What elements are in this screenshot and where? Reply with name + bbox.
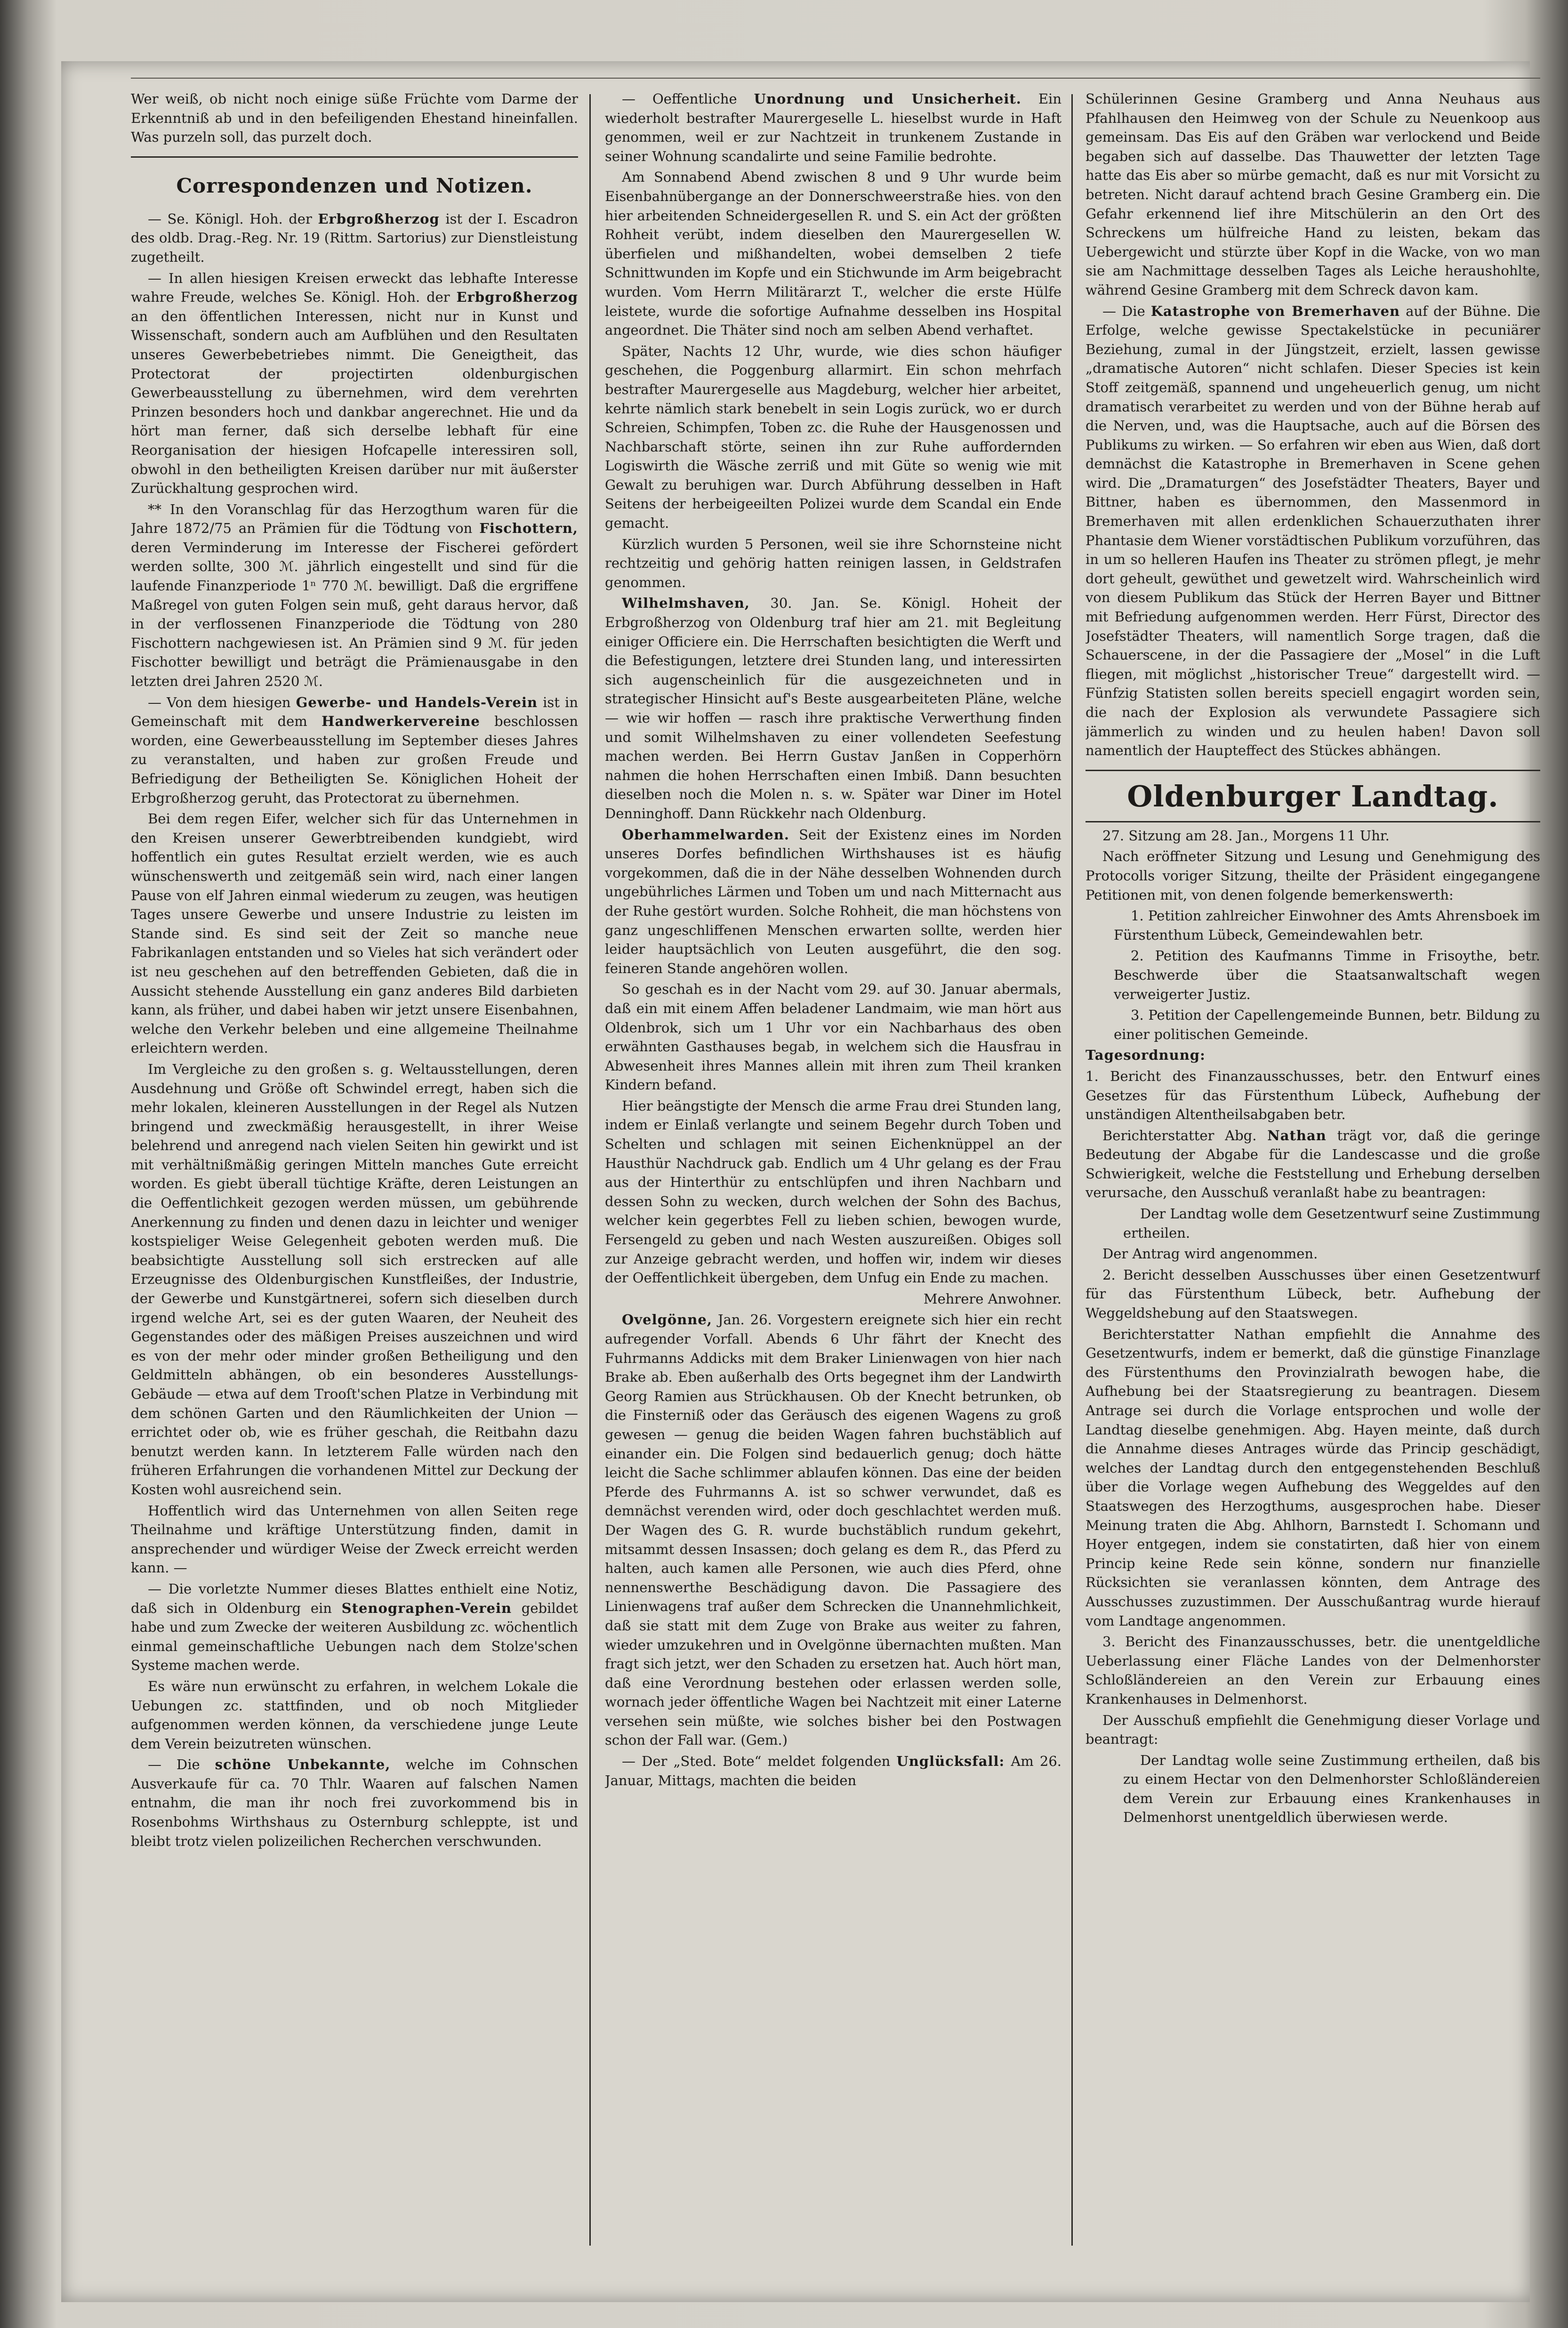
notice-interesse: — In allen hiesigen Kreisen erweckt das lebhafte Interesse wahre Freude, welches Se. Königl. Hoh. der Erbgroßherzog an den öffentlichen Interessen, nicht nur in Kunst und Wissenschaft, sondern auch am Aufblühen und den Resultaten unseres Gewerbebetriebes nimmt. Die Geneigtheit, das Protectorat der projectirten oldenburgischen Gewerbeausstellung zu übernehmen, wird dem verehrten Prinzen besonders hoch und dankbar angerechnet. Hie und da hört man ferner, daß sich derselbe lebhaft für eine Reorganisation der hiesigen Hofcapelle interessiren soll, obwohl in den betheiligten Kreisen darüber nur mit äußerster Zurückhaltung gesprochen wird. — [131, 270, 578, 497]
paragraph: Hier beängstigte der Mensch die arme Frau drei Stunden lang, indem er Einlaß verlangte und seinem Begehr durch Toben und Schelten und schlagen mit seinen Eichenknüppel an der Hausthür Nachdruck gab. Endlich um 4 Uhr gelang es der Frau aus der Hinterthür zu entschlüpfen und ihren Nachbarn und dessen Sohn zu wecken, durch welchen der Sohn des Bachus, welcher kein gegerbtes Fell zu lieben schien, bewogen wurde, Fersengeld zu geben und nach Westen auszureißen. Obiges soll zur Anzeige gebracht werden, und hoffen wir, indem wir dieses der Oeffentlichkeit übergeben, dem Unfug ein Ende zu machen. — [605, 1097, 1061, 1286]
agenda-item: 3. Bericht des Finanzausschusses, betr. die unentgeldliche Ueberlassung einer Fläche Landes von der Delmenhorster Schloßländereien an den Verein zur Erbauung eines Krankenhauses in Delmenhorst. — [1086, 1634, 1540, 1707]
report-ovelgoenne: Ovelgönne, Jan. 26. Vorgestern ereignete sich hier ein recht aufregender Vorfall. Abends 6 Uhr fährt der Knecht des Fuhrmanns Addicks mit dem Braker Linienwagen von hier nach Brake ab. Eben außerhalb des Orts begegnet ihm der Landwirth Georg Ramien aus Strückhausen. Ob der Knecht betrunken, ob die Finsterniß oder das Geräusch des eigenen Wagens zu groß gewesen — genug die beiden Wagen fahren buchstäblich auf einander ein. Die Folgen sind bedauerlich genug; doch hätte leicht die Sache schlimmer ablaufen können. Das eine der beiden Pferde des Fuhrmanns A. ist so schwer verwundet, daß es demnächst verenden wird, oder doch geschlachtet werden muß. Der Wagen des G. R. wurde buchstäblich rundum gekehrt, mitsammt dessen Insassen; doch gelang es dem R., das Pferd zu halten, auch kamen alle Personen, wie auch dies Pferd, ohne nennenswerthe Beschädigung davon. Die Passagiere des Linienwagens traf außer dem Schrecken die Unannehmlichkeit, daß sie statt mit dem Zuge von Brake aus weiter zu fahren, wieder umzukehren und in Ovelgönne übernachten mußten. Man fragt sich jetzt, wer den Schaden zu ersetzen hat. Auch hört man, daß eine Verordnung bestehen oder erlassen werden solle, wornach jeder öffentliche Wagen bei Nachtzeit mit einer Laterne versehen sein müßte, wie solches bisher bei den Postwagen schon der Fall war. (Gem.) — [605, 1312, 1061, 1748]
article-continuation: Wer weiß, ob nicht noch einige süße Früchte vom Darme der Erkenntniß ab und in den befeiligenden Ehestand hineinfallen. Was purzeln soll, das purzelt doch. — [131, 91, 578, 145]
paragraph: Am Sonnabend Abend zwischen 8 und 9 Uhr wurde beim Eisenbahnübergange an der Donnerschweerstraße hies. von den hier arbeitenden Schneidergesellen R. und S. ein Act der größten Rohheit verübt, indem dieselben den Maurergesellen W. überfielen und mißhandelten, wobei demselben 2 tiefe Schnittwunden im Kopfe und ein Stichwunde im Arm beigebracht wurden. Vom Herrn Militärarzt T., welcher die erste Hülfe leistete, wurde die sofortige Aufnahme desselben ins Hospital angeordnet. Die Thäter sind noch am selben Abend verhaftet. — [605, 169, 1061, 338]
paragraph: Bei dem regen Eifer, welcher sich für das Unternehmen in den Kreisen unserer Gewerbtreibenden kundgiebt, wird hoffentlich ein gutes Resultat erzielt werden, wie es auch wünschenswerth und zeitgemäß sein wird, nach einer langen Pause von elf Jahren einmal wiederum zu zeugen, was heutigen Tages unsere Gewerbe und unsere Industrie zu leisten im Stande sind. Es sind seit der Zeit so manche neue Fabrikanlagen entstanden und so Vieles hat sich verändert oder ist neu geschehen auf den betreffenden Gebieten, daß die in Aussicht stehende Ausstellung ein ganz anderes Bild darbieten kann, als früher, und dabei haben wir jetzt unsere Eisenbahnen, welche den Verkehr beleben und eine allgemeine Theilnahme erleichtern werden. — [131, 811, 578, 1056]
agenda-item: 1. Bericht des Finanzausschusses, betr. den Entwurf eines Gesetzes für das Fürstenthum Lübeck, Aufhebung der unständigen Altentheilsabgaben betr. — [1086, 1068, 1540, 1123]
notice-gewerbeverein: — Von dem hiesigen Gewerbe- und Handels-Verein ist in Gemeinschaft mit dem Handwerkervereine beschlossen worden, eine Gewerbeausstellung im September dieses Jahres zu veranstalten, und haben zur großen Freude und Befriedigung der Betheiligten Se. Königlichen Hoheit der Erbgroßherzog geruht, das Protectorat zu übernehmen. — [131, 694, 578, 806]
paragraph: Der Ausschuß empfiehlt die Genehmigung dieser Vorlage und beantragt: — [1086, 1712, 1540, 1748]
section-divider — [1086, 770, 1540, 771]
section-heading: Correspondenzen und Notizen. — [176, 174, 533, 197]
paragraph: Berichterstatter Nathan empfiehlt die Annahme des Gesetzentwurfs, indem er bemerkt, daß die günstige Finanzlage des Fürstenthums den Provinzialrath bewogen habe, die Aufhebung bei der Staatsregierung zu beantragen. Diesem Antrage sei durch die Vorlage entsprochen und wolle der Landtag dieselbe genehmigen. Abg. Hayen meinte, daß durch die Annahme dieses Antrages würde das Princip geschädigt, welches der Landtag durch den entgegenstehenden Beschluß über die Vorlage wegen Aufhebung des Weggeldes auf den Staatswegen des Herzogthums, ausgesprochen habe. Dieser Meinung traten die Abg. Ahlhorn, Barnstedt I. Schomann und Hoyer entgegen, indem sie constatirten, daß hier von einem Princip keine Rede sein könne, sondern nur finanzielle Rücksichten sie veranlassen könnten, dem Antrage des Ausschusses zuzustimmen. Der Ausschußantrag wurde hierauf vom Landtage angenommen. — [1086, 1326, 1540, 1629]
notice-unordnung: — Oeffentliche Unordnung und Unsicherheit. Ein wiederholt bestrafter Maurergeselle L. hieselbst wurde in Haft genommen, weil er zur Nachtzeit in trunkenem Zustande in seiner Wohnung scandalirte und seine Familie bedrohte. — [605, 91, 1061, 164]
paragraph: Kürzlich wurden 5 Personen, weil sie ihre Schornsteine nicht rechtzeitig und gehörig hatten reinigen lassen, in Geldstrafen genommen. — [605, 536, 1061, 590]
paragraph: Im Vergleiche zu den großen s. g. Weltausstellungen, deren Ausdehnung und Größe oft Schwindel erregt, haben sich die mehr lokalen, kleineren Ausstellungen in der Regel als Nutzen bringend und zweckmäßig herausgestellt, in ihrer Weise belehrend und anregend nach vielen Seiten hin gewirkt und ist mit verhältnißmäßig geringen Mitteln manches Gute erreicht worden. Es giebt überall tüchtige Kräfte, deren Leistungen an die Oeffentlichkeit gezogen werden müssen, um gebührende Anerkennung zu finden und denen dazu in leichter und weniger kostspieliger Weise Gelegenheit geboten werden muß. Die beabsichtigte Ausstellung soll sich erstrecken auf alle Erzeugnisse des Oldenburgischen Kunstfleißes, der Industrie, der Gewerbe und Kunstgärtnerei, sofern sich dieselben durch irgend welche Art, sei es der guten Waaren, der Neuheit des Gegenstandes oder des mäßigen Preises auszeichnen und wird es von der mehr oder minder großen Betheiligung und den Geldmitteln abhängen, ob ein besonderes Ausstellungs-Gebäude — etwa auf dem Trooſt'schen Platze in Verbindung mit dem schönen Garten und den Räumlichkeiten der Union — errichtet oder ob, wie es früher geschah, die Reitbahn dazu benutzt werden kann. In letzterem Falle würden nach den früheren Erfahrungen die vorhandenen Mittel zur Deckung der Kosten wohl ausreichend sein. — [131, 1061, 578, 1498]
column-rule-1 — [589, 94, 591, 2246]
paragraph: Es wäre nun erwünscht zu erfahren, in welchem Lokale die Uebungen zc. stattfinden, und ob noch Mitglieder aufgenommen werden können, da verschiedene junge Leute dem Verein beizutreten wünschen. — [131, 1678, 578, 1752]
paragraph: So geschah es in der Nacht vom 29. auf 30. Januar abermals, daß ein mit einem Affen beladener Landmaim, wie man hört aus Oldenbrok, sich um 1 Uhr vor ein Nachbarhaus des oben erwähnten Gasthauses begab, in welchem sich die Hausfrau in Abwesenheit ihres Mannes allein mit ihren zum Theil kranken Kindern befand. — [605, 981, 1061, 1093]
column-1 — [131, 89, 578, 2246]
session-line: 27. Sitzung am 28. Jan., Morgens 11 Uhr. — [1102, 827, 1390, 844]
paragraph: Der Antrag wird angenommen. — [1102, 1246, 1318, 1262]
notice-ungluecksfall: — Der „Sted. Bote“ meldet folgenden Unglücksfall: Am 26. Januar, Mittags, machten die beiden — [605, 1753, 1061, 1788]
notice-katastrophe: — Die Katastrophe von Bremerhaven auf der Bühne. Die Erfolge, welche gewisse Spectakelstücke in pecuniärer Beziehung, zumal in der Jüngstzeit, erzielt, lassen gewisse „dramatische Autoren“ nicht schlafen. Dieser Species ist kein Stoff zeitgemäß, spannend und ungeheuerlich genug, um nicht dramatisch verarbeitet zu werden und von der Bühne herab auf die Nerven, und, was die Hauptsache, auch auf die Börsen des Publikums zu wirken. — So erfahren wir eben aus Wien, daß dort demnächst die Katastrophe in Bremerhaven in Scene gehen wird. Die „Dramaturgen“ des Josefstädter Theaters, Bayer und Bittner, haben es übernommen, den Massenmord in Bremerhaven mit allen erdenklichen Schauerzuthaten ihrer Phantasie dem Wiener vorstädtischen Publikum vorzuführen, das in um so helleren Haufen ins Theater zu strömen pflegt, je mehr dort geheult, gewüthet und gewetzelt wird. Wahrscheinlich wird von diesem Publikum das Stück der Herren Bayer und Bittner mit Befriedung aufgenommen werden. Herr Fürst, Director des Josefstädter Theaters, will namentlich Sorge tragen, daß die Schauerscene, in der die Passagiere der „Mosel“ in die Luft fliegen, mit möglichst „historischer Treue“ dargestellt wird. — Fünfzig Statisten sollen bereits speciell engagirt worden sein, die nach der Explosion als verwundete Passagiere sich jämmerlich zu winden und zu heulen haben! Davon soll namentlich der Haupteffect des Stückes abhängen. — [1086, 303, 1540, 759]
section-divider — [131, 156, 578, 158]
paragraph: Hoffentlich wird das Unternehmen von allen Seiten rege Theilnahme und kräftige Unterstützung finden, damit in ansprechender und würdiger Weise der Zweck erreicht werden kann. — — [131, 1502, 578, 1576]
notice-erbgrossherzog: — Se. Königl. Hoh. der Erbgroßherzog ist der I. Escadron des oldb. Drag.-Reg. Nr. 19 (Rittm. Sartorius) zur Dienstleistung zugetheilt. — [131, 210, 578, 265]
motion: Der Landtag wolle seine Zustimmung ertheilen, daß bis zu einem Hectar von den Delmenhorster Schloßländereien dem Verein zur Erbauung eines Krankenhauses in Delmenhorst unentgeldlich überwiesen werde. — [1123, 1752, 1540, 1826]
paragraph: Schülerinnen Gesine Gramberg und Anna Neuhaus aus Pfahlhausen den Heimweg von der Schule zu Neuenkoop aus gemeinsam. Das Eis auf den Gräben war verlockend und Beide begaben sich auf dasselbe. Das Thauwetter der letzten Tage hatte das Eis aber so mürbe gemacht, daß es nur mit Vorsicht zu betreten. Nicht darauf achtend brach Gesine Gramberg ein. Die Gefahr erkennend lief ihre Mitschülerin an den Ort des Schreckens um hülfreiche Hand zu leisten, bekam das Uebergewicht und stürzte über Kopf in die Wacke, von wo man sie am Nachmittage desselben Tages als Leiche heraushohlte, während Gesine Gramberg mit dem Schreck davon kam. — [1086, 91, 1540, 298]
report-wilhelmshaven: Wilhelmshaven, 30. Jan. Se. Königl. Hoheit der Erbgroßherzog von Oldenburg traf hier am 21. mit Begleitung einiger Officiere ein. Die Herrschaften besichtigten die Werft und die Befestigungen, letztere drei Stunden lang, und interessirten sich augenscheinlich für die ausgezeichneten und in strategischer Hinsicht auf's Beste ausgearbeiteten Pläne, welche — wie wir hoffen — rasch ihre praktische Verwerthung finden und somit Wilhelmshaven zu einer vollendeten Seefestung machen werden. Bei Herrn Gustav Janßen in Copperhörn nahmen die hohen Herrschaften einen Imbiß. Dann besuchten dieselben noch die Molen n. s. w. Später war Diner im Hotel Denninghoff. Dann Rückkehr nach Oldenburg. — [605, 595, 1061, 822]
motion: Der Landtag wolle dem Gesetzentwurf seine Zustimmung ertheilen. — [1123, 1206, 1540, 1241]
paragraph: Später, Nachts 12 Uhr, wurde, wie dies schon häufiger geschehen, die Poggenburg allarmirt. Ein schon mehrfach bestrafter Maurergeselle aus Magdeburg, welcher hier arbeitet, kehrte nämlich stark benebelt in sein Logis zurück, wo er durch Schreien, Schimpfen, Toben zc. die Ruhe der Hausgenossen und Nachbarschaft störte, seinen ihn zur Ruhe auffordernden Logiswirth die Wäsche zerriß und mit Güte so wenig wie mit Gewalt zu beruhigen war. Durch Abführung desselben in Haft Seitens der herbeigeeilten Polizei wurde dem Scandal ein Ende gemacht. — [605, 343, 1061, 532]
column-2 — [605, 89, 1061, 2246]
landtag-heading: Oldenburger Landtag. — [1127, 779, 1499, 814]
agenda-item: 2. Bericht desselben Ausschusses über einen Gesetzentwurf für das Fürstenthum Lübeck, betr. Aufhebung der Weggeldshebung auf den Staatswegen. — [1086, 1266, 1540, 1321]
column-rule-2 — [1071, 94, 1073, 2246]
agenda-heading: Tagesordnung: — [1086, 1047, 1206, 1063]
top-rule — [131, 78, 1540, 79]
notice-stenographen: — Die vorletzte Nummer dieses Blattes enthielt eine Notiz, daß sich in Oldenburg ein Stenographen-Verein gebildet habe und zum Zwecke der weiteren Ausbildung zc. wöchentlich einmal gemeinschaftliche Uebungen nach dem Stolze'schen Systeme machen werde. — [131, 1580, 578, 1674]
heading-rule — [1086, 821, 1540, 822]
notice-unbekannte: — Die schöne Unbekannte, welche im Cohnschen Ausverkaufe für ca. 70 Thlr. Waaren auf falschen Namen entnahm, die man ihr noch frei zuvorkommend bis in Rosenbohms Wirthshaus zu Osternburg schleppte, ist und bleibt trotz vielen polizeilichen Recherchen verschwunden. — [131, 1756, 578, 1849]
petition-item: 1. Petition zahlreicher Einwohner des Amts Ahrensboek im Fürstenthum Lübeck, Gemeindewahlen betr. — [1114, 908, 1540, 943]
column-3 — [1086, 89, 1540, 2246]
report-oberhammelwarden: Oberhammelwarden. Seit der Existenz eines im Norden unseres Dorfes befindlichen Wirthshauses ist es häufig vorgekommen, daß die in der Nähe desselben Wohnenden durch ungebührliches Lärmen und Toben um und nach Mitternacht aus der Ruhe gestört wurden. Solche Rohheit, die man höchstens von ganz ungeschliffenen Menschen erwarten sollte, werden hier leider hauptsächlich von Leuten ausgeführt, die den sog. feineren Stande angehören wollen. — [605, 826, 1061, 976]
notice-fischottern: ** In den Voranschlag für das Herzogthum waren für die Jahre 1872/75 an Prämien für die Tödtung von Fischottern, deren Verminderung im Interesse der Fischerei gefördert werden sollte, 300 ℳ. jährlich eingestellt und sind für die laufende Finanzperiode 1ⁿ 770 ℳ. bewilligt. Daß die ergriffene Maßregel von guten Folgen sein muß, geht daraus hervor, daß in der verflossenen Finanzperiode die Tödtung von 280 Fischottern nachgewiesen ist. An Prämien sind 9 ℳ. für jeden Fischotter bewilligt und beträgt die Prämienausgabe in den letzten drei Jahren 2520 ℳ. — [131, 501, 578, 690]
petition-item: 3. Petition der Capellengemeinde Bunnen, betr. Bildung zu einer politischen Gemeinde. — [1114, 1007, 1540, 1042]
signature: Mehrere Anwohner. — [923, 1290, 1061, 1307]
petition-item: 2. Petition des Kaufmanns Timme in Frisoythe, betr. Beschwerde über die Staatsanwaltschaft wegen verweigerter Justiz. — [1114, 948, 1540, 1002]
paragraph: Berichterstatter Abg. Nathan trägt vor, daß die geringe Bedeutung der Abgabe für die Landescasse und die große Schwierigkeit, welche die Feststellung und Erhebung derselben verursache, den Ausschuß veranlaßt habe zu beantragen: — [1086, 1127, 1540, 1201]
paragraph: Nach eröffneter Sitzung und Lesung und Genehmigung des Protocolls voriger Sitzung, theilte der Präsident eingegangene Petitionen mit, von denen folgende bemerkenswerth: — [1086, 848, 1540, 903]
